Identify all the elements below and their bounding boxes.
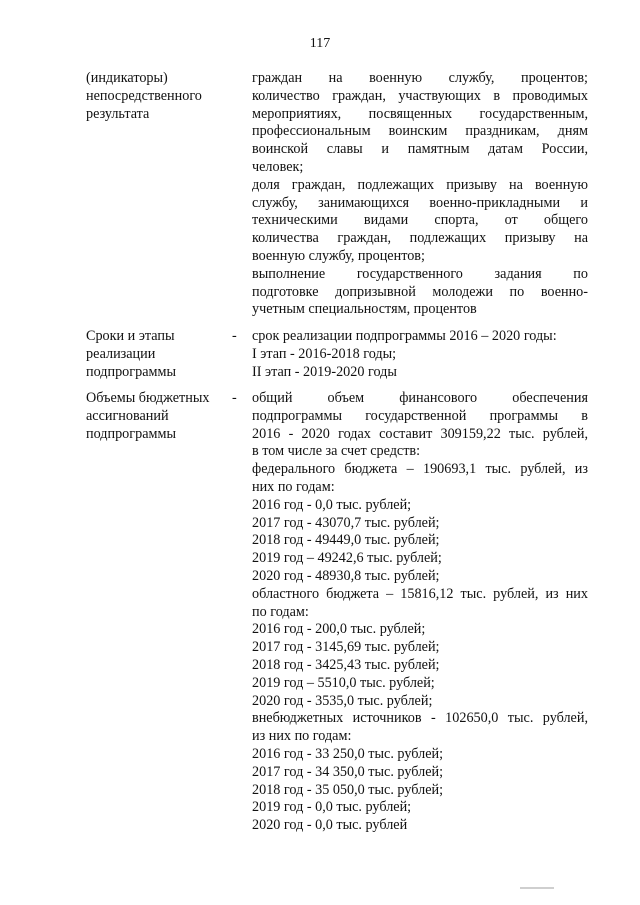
text-line: по годам: xyxy=(252,603,309,620)
page-number: 117 xyxy=(309,36,331,51)
text-line: 2017 год - 43070,7 тыс. рублей; xyxy=(252,514,440,531)
text-line: 2018 год - 35 050,0 тыс. рублей; xyxy=(252,781,444,798)
text-line: 2019 год – 5510,0 тыс. рублей; xyxy=(252,674,435,691)
text-line: 2019 год - 0,0 тыс. рублей; xyxy=(252,799,412,816)
label-line: Объемы бюджетных xyxy=(86,390,210,406)
label-line: ассигнований xyxy=(86,407,169,424)
text-line: 2020 год - 3535,0 тыс. рублей; xyxy=(252,692,433,709)
text-line: 2018 год - 49449,0 тыс. рублей; xyxy=(252,532,440,549)
text-line: 2019 год – 49242,6 тыс. рублей; xyxy=(252,550,442,567)
text-line: 2020 год - 48930,8 тыс. рублей; xyxy=(252,567,440,584)
label-line: подпрограммы xyxy=(86,425,176,442)
text-line: профессиональным воинским праздникам, дням xyxy=(252,123,588,140)
text-line: подготовке допризывной молодежи по военно- xyxy=(252,283,588,300)
section-dash: - xyxy=(232,328,237,344)
text-line: 2017 год - 3145,69 тыс. рублей; xyxy=(252,639,440,656)
label-line: Сроки и этапы xyxy=(86,328,175,344)
section-label xyxy=(86,390,224,443)
text-line: количество граждан, участвующих в проводимых xyxy=(252,87,588,104)
text-line: количества граждан, подлежащих призыву на xyxy=(252,230,588,247)
text-line: мероприятиях, посвященных государственным, xyxy=(252,105,588,122)
text-line: 2018 год - 3425,43 тыс. рублей; xyxy=(252,656,440,673)
text-line: 2020 год - 0,0 тыс. рублей xyxy=(252,817,408,834)
text-line: выполнение государственного задания по xyxy=(252,265,588,282)
text-line: них по годам: xyxy=(252,478,335,495)
text-line: воинской славы и памятным датам России, xyxy=(252,141,588,158)
label-line: непосредственного xyxy=(86,87,202,104)
text-line: областного бюджета – 15816,12 тыс. рублей, из них xyxy=(252,585,588,602)
section-content xyxy=(252,390,588,835)
text-line: 2016 - 2020 годах составит 309159,22 тыс. рублей, xyxy=(252,425,588,442)
text-line: 2016 год - 33 250,0 тыс. рублей; xyxy=(252,745,444,762)
text-line: общий объем финансового обеспечения xyxy=(252,390,588,406)
label-line: реализации xyxy=(86,345,156,362)
text-line: внебюджетных источников - 102650,0 тыс. рублей, xyxy=(252,710,588,727)
text-line: федерального бюджета – 190693,1 тыс. рублей, из xyxy=(252,461,588,478)
text-line: техническими видами спорта, от общего xyxy=(252,212,588,229)
text-line: учетным специальностям, процентов xyxy=(252,301,477,318)
section-content xyxy=(252,70,588,319)
text-line: 2017 год - 34 350,0 тыс. рублей; xyxy=(252,763,444,780)
section-content xyxy=(252,328,588,381)
text-line: граждан на военную службу, процентов; xyxy=(252,70,588,86)
label-line: (индикаторы) xyxy=(86,70,168,86)
text-line: II этап - 2019-2020 годы xyxy=(252,363,397,380)
text-line: 2016 год - 200,0 тыс. рублей; xyxy=(252,621,426,638)
text-line: военную службу, процентов; xyxy=(252,247,425,264)
label-line: подпрограммы xyxy=(86,363,176,380)
scan-mark xyxy=(520,887,554,889)
section-label xyxy=(86,328,224,381)
text-line: в том числе за счет средств: xyxy=(252,443,421,460)
text-line: из них по годам: xyxy=(252,728,352,745)
section-label xyxy=(86,70,224,123)
section-dash: - xyxy=(232,390,237,406)
text-line: 2016 год - 0,0 тыс. рублей; xyxy=(252,496,412,513)
text-line: службу, занимающихся военно-прикладными и xyxy=(252,194,588,211)
label-line: результата xyxy=(86,105,150,122)
text-line: человек; xyxy=(252,158,304,175)
text-line: доля граждан, подлежащих призыву на военную xyxy=(252,176,588,193)
text-line: I этап - 2016-2018 годы; xyxy=(252,345,397,362)
text-line: подпрограммы государственной программы в xyxy=(252,407,588,424)
text-line: срок реализации подпрограммы 2016 – 2020 годы: xyxy=(252,328,557,344)
